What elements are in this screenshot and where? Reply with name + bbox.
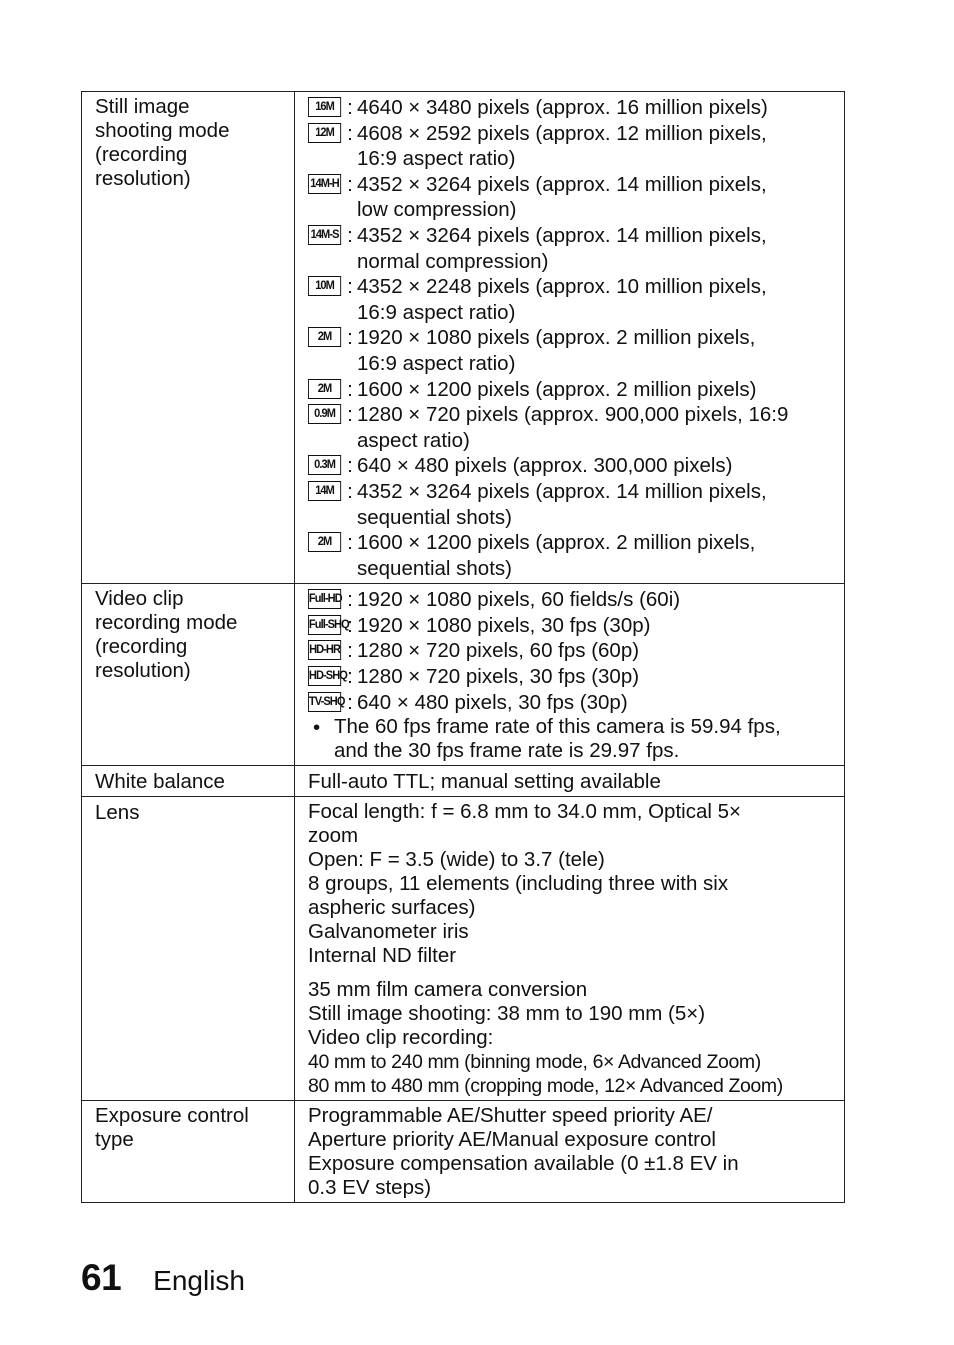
resolution-text: 16:9 aspect ratio) [357, 351, 516, 375]
resolution-text: 4352 × 3264 pixels (approx. 14 million pixels, [357, 172, 767, 196]
page-footer [81, 1257, 245, 1307]
resolution-0-9m-icon: 0.9M [308, 404, 341, 424]
label-exposure-control [82, 1101, 295, 1203]
resolution-item: 2M : 1600 × 1200 pixels (approx. 2 million pixels) [308, 377, 840, 403]
value-exposure-control [295, 1101, 845, 1203]
resolution-item: 16M : 4640 × 3480 pixels (approx. 16 million pixels) [308, 95, 840, 121]
resolution-2m-wide-icon: 2M [308, 327, 341, 347]
frame-rate-note [308, 715, 840, 763]
exposure-line: Programmable AE/Shutter speed priority AE/ [308, 1104, 713, 1128]
language-label: English [153, 1265, 245, 1296]
video-full-hd-icon: Full-HD [308, 589, 341, 609]
lens-line: Internal ND filter [308, 944, 457, 968]
value-still-image [295, 92, 845, 584]
resolution-text: 1600 × 1200 pixels (approx. 2 million pixels) [357, 377, 757, 401]
resolution-text: 4352 × 3264 pixels (approx. 14 million pixels, [357, 223, 767, 247]
resolution-16m-icon: 16M [308, 97, 341, 117]
resolution-text: 16:9 aspect ratio) [357, 300, 516, 324]
video-hd-shq-icon: HD-SHQ [308, 666, 341, 686]
spec-table [81, 91, 845, 1203]
lens-conversion-line: Still image shooting: 38 mm to 190 mm (5×) [308, 1002, 706, 1026]
lens-line: aspheric surfaces) [308, 896, 476, 920]
label-line: type [95, 1128, 134, 1152]
label-line: Still image [95, 95, 190, 118]
lens-line: Focal length: f = 6.8 mm to 34.0 mm, Optical 5× [308, 800, 741, 824]
value-white-balance: Full-auto TTL; manual setting available [295, 766, 845, 797]
video-resolution-item: Full-SHQ : 1920 × 1080 pixels, 30 fps (30p) [308, 613, 840, 639]
row-video-clip [82, 584, 845, 766]
resolution-14m-h-icon: 14M-H [308, 174, 341, 194]
resolution-0-3m-icon: 0.3M [308, 455, 341, 475]
lens-line: Open: F = 3.5 (wide) to 3.7 (tele) [308, 848, 605, 872]
label-video-clip [82, 584, 295, 766]
row-exposure-control [82, 1101, 845, 1203]
resolution-text: aspect ratio) [357, 428, 470, 452]
resolution-text: normal compression) [357, 249, 549, 273]
resolution-item: 10M : 4352 × 2248 pixels (approx. 10 million pixels, 16:9 aspect ratio) [308, 274, 840, 325]
label-line: (recording [95, 635, 188, 659]
value-lens [295, 797, 845, 1101]
resolution-text: 16:9 aspect ratio) [357, 147, 516, 171]
resolution-text: low compression) [357, 198, 517, 222]
resolution-14m-sequential-icon: 14M [308, 481, 341, 501]
lens-line: zoom [308, 824, 359, 848]
video-resolution-item: Full-HD : 1920 × 1080 pixels, 60 fields/s (60i) [308, 587, 840, 613]
label-lens: Lens [82, 797, 295, 1101]
video-resolution-item: HD-HR : 1280 × 720 pixels, 60 fps (60p) [308, 638, 840, 664]
label-line: (recording [95, 143, 188, 166]
value-video-clip [295, 584, 845, 766]
resolution-item: 0.9M : 1280 × 720 pixels (approx. 900,000 pixels, 16:9 aspect ratio) [308, 402, 840, 453]
lens-line: 8 groups, 11 elements (including three with six [308, 872, 729, 896]
resolution-text: 640 × 480 pixels (approx. 300,000 pixels) [357, 454, 733, 478]
video-resolution-text: 1920 × 1080 pixels, 30 fps (30p) [357, 613, 651, 637]
resolution-text: 4352 × 2248 pixels (approx. 10 million pixels, [357, 275, 767, 299]
resolution-text: 1600 × 1200 pixels (approx. 2 million pixels, [357, 531, 756, 555]
lens-conversion-line: Video clip recording: [308, 1026, 494, 1050]
resolution-10m-icon: 10M [308, 276, 341, 296]
resolution-text: sequential shots) [357, 505, 512, 529]
label-still-image [82, 92, 295, 584]
label-line: Video clip [95, 587, 184, 611]
resolution-item: 14M-S : 4352 × 3264 pixels (approx. 14 million pixels, normal compression) [308, 223, 840, 274]
label-line: recording mode [95, 611, 238, 635]
resolution-2m-sequential-icon: 2M [308, 532, 341, 552]
resolution-text: 1280 × 720 pixels (approx. 900,000 pixels, 16:9 [357, 403, 789, 427]
exposure-line: 0.3 EV steps) [308, 1176, 432, 1200]
label-line: resolution) [95, 659, 191, 683]
video-hd-hr-icon: HD-HR [308, 640, 341, 660]
resolution-text: 1920 × 1080 pixels (approx. 2 million pixels, [357, 326, 756, 350]
label-white-balance: White balance [82, 766, 295, 797]
video-resolution-item: TV-SHQ : 640 × 480 pixels, 30 fps (30p) [308, 690, 840, 716]
label-line: resolution) [95, 167, 191, 190]
lens-conversion-line: 35 mm film camera conversion [308, 978, 588, 1002]
resolution-item: 2M : 1920 × 1080 pixels (approx. 2 million pixels, 16:9 aspect ratio) [308, 325, 840, 376]
video-tv-shq-icon: TV-SHQ [308, 692, 341, 712]
video-resolution-text: 1920 × 1080 pixels, 60 fields/s (60i) [357, 588, 681, 612]
bullet-icon: • [313, 716, 321, 740]
exposure-line: Exposure compensation available (0 ±1.8 EV in [308, 1152, 739, 1176]
resolution-item: 12M : 4608 × 2592 pixels (approx. 12 million pixels, 16:9 aspect ratio) [308, 121, 840, 172]
resolution-2m-icon: 2M [308, 379, 341, 399]
label-line: shooting mode [95, 119, 230, 142]
row-lens [82, 797, 845, 1101]
video-resolution-text: 640 × 480 pixels, 30 fps (30p) [357, 690, 628, 714]
resolution-14m-s-icon: 14M-S [308, 225, 341, 245]
exposure-line: Aperture priority AE/Manual exposure control [308, 1128, 716, 1152]
page-number: 61 [81, 1257, 122, 1298]
video-resolution-text: 1280 × 720 pixels, 60 fps (60p) [357, 639, 640, 663]
resolution-text: 4640 × 3480 pixels (approx. 16 million pixels) [357, 96, 768, 119]
note-line: The 60 fps frame rate of this camera is 59.94 fps, [334, 715, 781, 739]
resolution-item: 14M-H : 4352 × 3264 pixels (approx. 14 million pixels, low compression) [308, 172, 840, 223]
resolution-text: 4352 × 3264 pixels (approx. 14 million pixels, [357, 479, 767, 503]
note-line: and the 30 fps frame rate is 29.97 fps. [334, 739, 680, 763]
resolution-item: 14M : 4352 × 3264 pixels (approx. 14 million pixels, sequential shots) [308, 479, 840, 530]
row-still-image [82, 92, 845, 584]
resolution-item: 2M : 1600 × 1200 pixels (approx. 2 million pixels, sequential shots) [308, 530, 840, 581]
resolution-12m-icon: 12M [308, 123, 341, 143]
resolution-text: sequential shots) [357, 556, 512, 580]
resolution-item: 0.3M : 640 × 480 pixels (approx. 300,000 pixels) [308, 453, 840, 479]
label-line: Exposure control [95, 1104, 249, 1128]
lens-line: Galvanometer iris [308, 920, 469, 944]
lens-conversion-line: 40 mm to 240 mm (binning mode, 6× Advanced Zoom) [308, 1051, 761, 1074]
video-full-shq-icon: Full-SHQ [308, 615, 341, 635]
video-resolution-text: 1280 × 720 pixels, 30 fps (30p) [357, 665, 640, 689]
lens-conversion-line: 80 mm to 480 mm (cropping mode, 12× Advanced Zoom) [308, 1075, 783, 1098]
video-resolution-item: HD-SHQ : 1280 × 720 pixels, 30 fps (30p) [308, 664, 840, 690]
row-white-balance [82, 766, 845, 797]
resolution-text: 4608 × 2592 pixels (approx. 12 million pixels, [357, 121, 767, 145]
